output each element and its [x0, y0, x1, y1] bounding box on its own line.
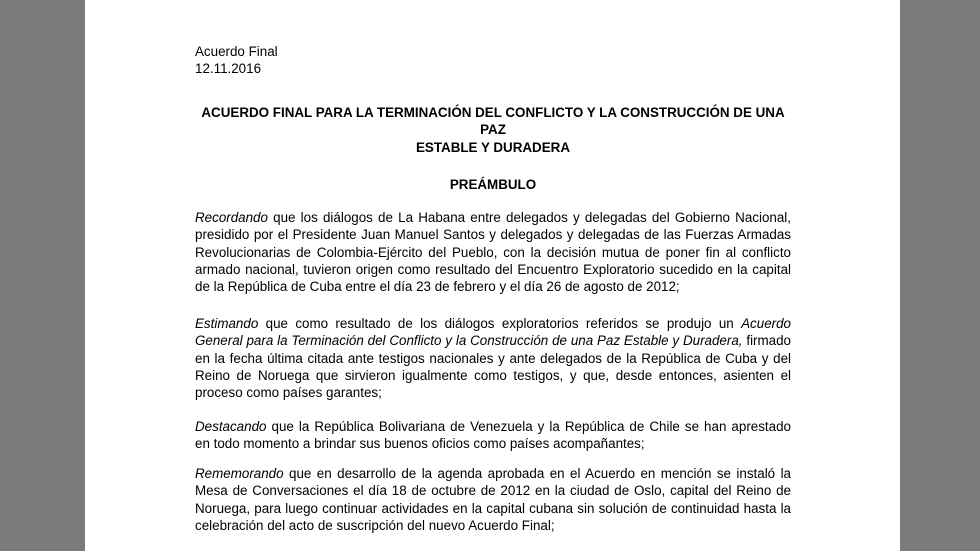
paragraph-estimando	[195, 315, 791, 401]
paragraph-lead: Rememorando	[195, 466, 284, 481]
header-title: Acuerdo Final	[195, 44, 278, 59]
paragraph-text: que la República Bolivariana de Venezuela y la República de Chile se han aprestado en todo momento a brindar sus buenos oficios como países acompañantes;	[195, 419, 791, 452]
paragraph-text: que en desarrollo de la agenda aprobada en el Acuerdo en mención se instaló la Mesa de Conversaciones el día 18 de octubre de 2012 en la ciudad de Oslo, capital del Reino de Noruega, para luego continuar actividades en la capital cubana sin solución de continuidad hasta la celebración del acto de suscripción del nuevo Acuerdo Final;	[195, 466, 791, 533]
paragraph-lead: Recordando	[195, 210, 268, 225]
title-line-2: ESTABLE Y DURADERA	[415, 139, 570, 155]
paragraph-lead: Destacando	[195, 419, 267, 434]
paragraph-rememorando	[195, 465, 791, 534]
paragraph-text: que como resultado de los diálogos exploratorios referidos se produjo un	[258, 316, 742, 331]
document-title	[195, 104, 791, 156]
paragraph-recordando	[195, 209, 791, 295]
document-page	[85, 0, 900, 551]
title-line-1: ACUERDO FINAL PARA LA TERMINACIÓN DEL CONFLICTO Y LA CONSTRUCCIÓN DE UNA PAZ	[201, 105, 785, 138]
paragraph-destacando	[195, 418, 791, 453]
document-header	[195, 43, 278, 78]
paragraph-lead: Estimando	[195, 316, 259, 331]
paragraph-text: firmado en la fecha última citada ante testigos nacionales y ante delegados de la República de Cuba y del Reino de Noruega que sirvieron igualmente como testigos, y que, desde entonces, asienten el proceso como países garantes;	[195, 333, 792, 401]
paragraph-text: que los diálogos de La Habana entre delegados y delegadas del Gobierno Nacional, presidido por el Presidente Juan Manuel Santos y delegados y delegadas de las Fuerzas Armadas Revolucionarias de Colombia-Ejército del Pueblo, con la decisión mutua de poner fin al conflicto armado nacional, tuvieron origen como resultado del Encuentro Exploratorio sucedido en la capital de la República de Cuba entre el día 23 de febrero y el día 26 de agosto de 2012;	[195, 210, 791, 295]
agreement-title-italic: Acuerdo General para la Terminación del Conflicto y la Construcción de una Paz Estable y Duradera,	[195, 316, 791, 349]
section-heading: PREÁMBULO	[449, 177, 537, 192]
header-date: 12.11.2016	[195, 61, 262, 77]
